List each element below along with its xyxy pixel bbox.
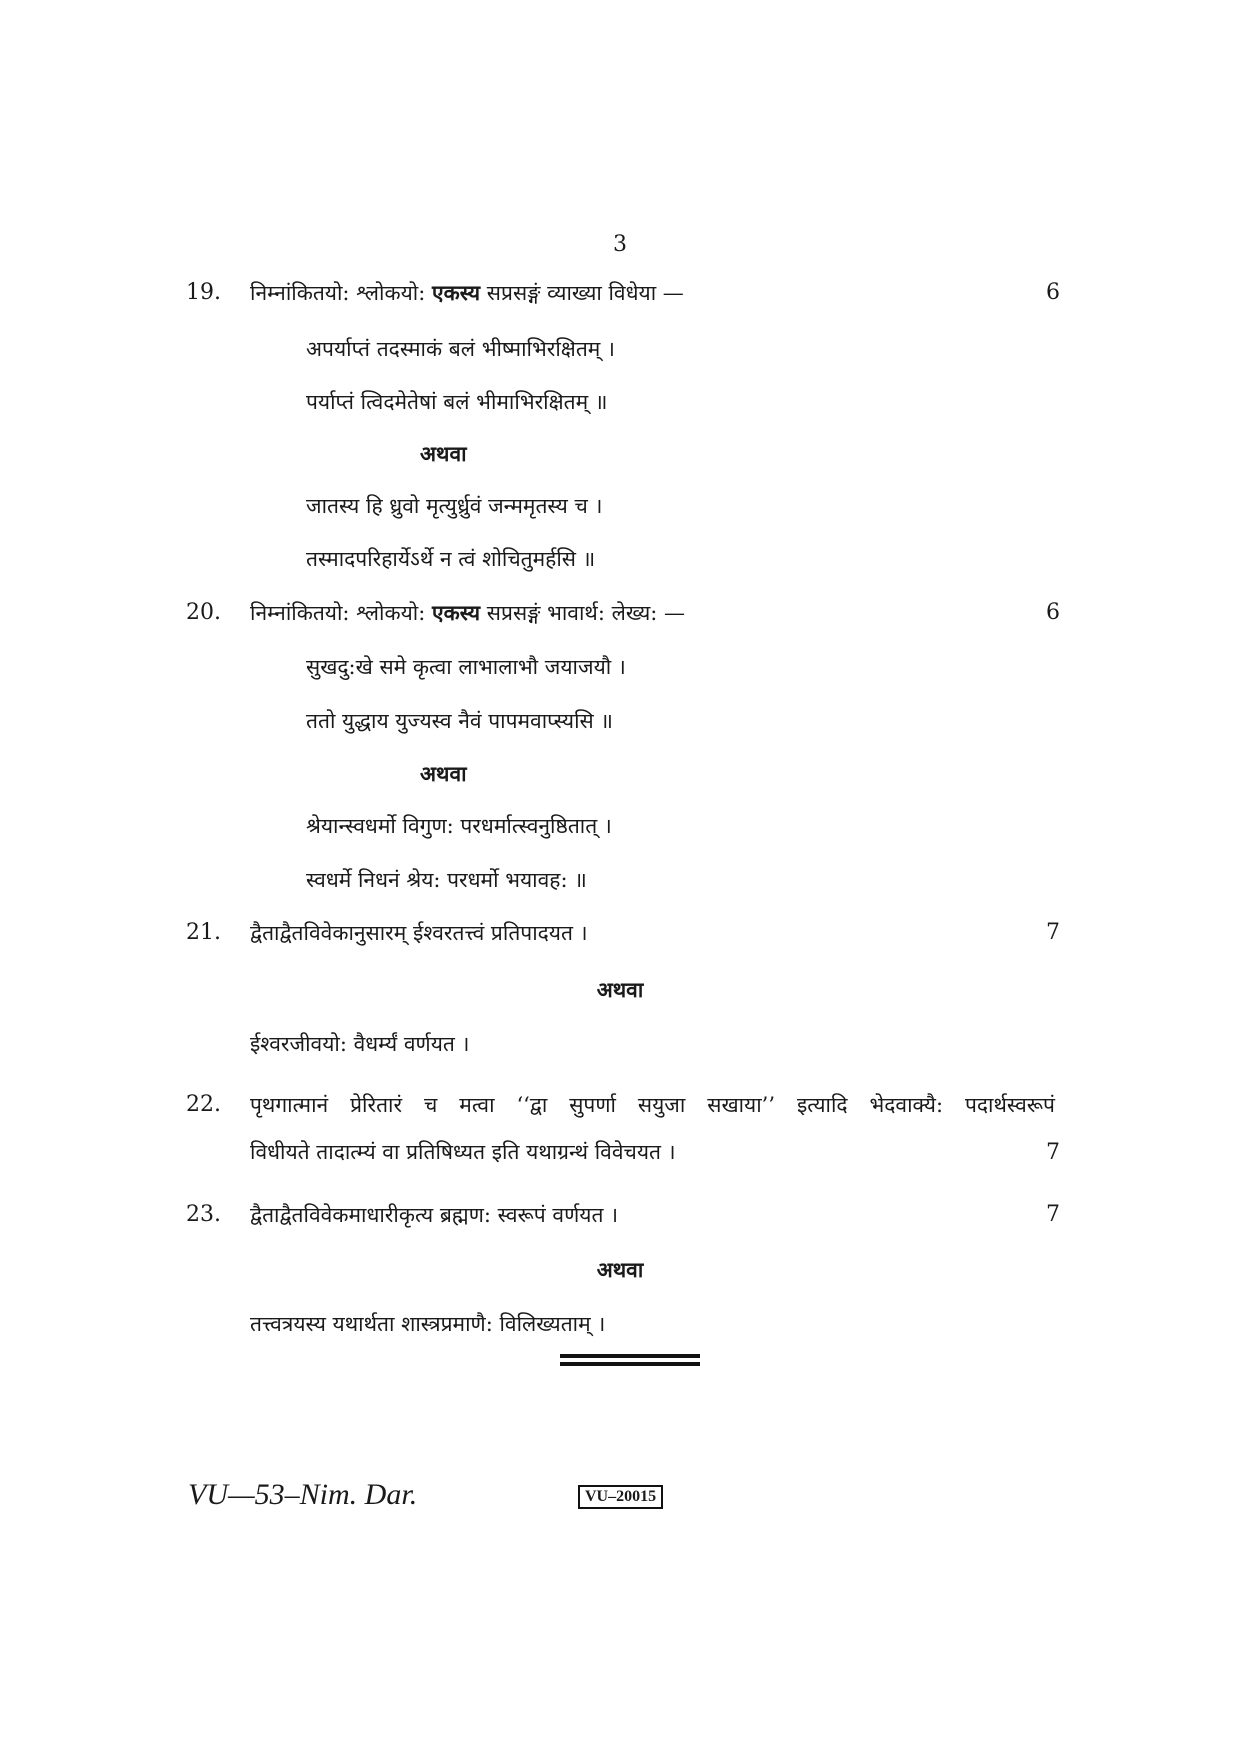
- question-19-athava: अथवा: [420, 441, 467, 466]
- end-of-paper-rule: [560, 1354, 700, 1370]
- question-19-marks: 6: [1046, 280, 1060, 305]
- question-21-stem: द्वैताद्वैतविवेकानुसारम् ईश्वरतत्त्वं प्रतिपादयत ।: [250, 921, 588, 945]
- question-20-verse1-line2: ततो युद्धाय युज्यस्व नैवं पापमवाप्स्यसि ॥: [306, 709, 614, 733]
- question-21-athava: अथवा: [596, 977, 644, 1002]
- question-23-marks: 7: [1046, 1202, 1060, 1227]
- question-20-stem: [250, 599, 685, 627]
- question-23-athava: अथवा: [596, 1257, 644, 1282]
- question-22-marks: 7: [1046, 1140, 1060, 1165]
- question-20-verse2-line2: स्वधर्मे निधनं श्रेय: परधर्मो भयावह: ॥: [306, 868, 587, 892]
- paper-code: VU—53–Nim. Dar.: [188, 1478, 418, 1511]
- question-21-marks: 7: [1046, 920, 1060, 945]
- question-20-verse2-line1: श्रेयान्स्वधर्मो विगुण: परधर्मात्स्वनुष्ठितात् ।: [306, 814, 612, 838]
- question-20-stem-bold: एकस्य: [432, 600, 481, 625]
- question-19-stem-pre: निम्नांकितयो: श्लोकयो:: [250, 281, 426, 305]
- end-rule-bar-bottom: [560, 1362, 700, 1366]
- question-20-stem-pre: निम्नांकितयो: श्लोकयो:: [250, 601, 426, 625]
- question-22-stem-line1: पृथगात्मानं प्रेरितारं च मत्वा ‘‘द्वा सुपर्णा सयुजा सखाया’’ इत्यादि भेदवाक्यै: पदार्थस्वरूपं: [250, 1093, 1055, 1117]
- question-19-verse1-line1: अपर्याप्तं तदस्माकं बलं भीष्माभिरक्षितम् ।: [306, 337, 615, 361]
- question-19-number: 19.: [186, 280, 221, 305]
- question-19-verse2-line2: तस्मादपरिहार्येऽर्थे न त्वं शोचितुमर्हसि ॥: [306, 547, 596, 571]
- question-19-verse2-line1: जातस्य हि ध्रुवो मृत्युर्ध्रुवं जन्ममृतस्य च ।: [306, 494, 603, 518]
- question-19-stem-post: सप्रसङ्गं व्याख्या विधेया —: [486, 281, 684, 305]
- end-rule-bar-top: [560, 1354, 700, 1358]
- question-23-stem: द्वैताद्वैतविवेकमाधारीकृत्य ब्रह्मण: स्वरूपं वर्णयत ।: [250, 1203, 619, 1227]
- question-23-number: 23.: [186, 1202, 221, 1227]
- question-20-verse1-line1: सुखदु:खे समे कृत्वा लाभालाभौ जयाजयौ ।: [306, 655, 626, 679]
- question-20-stem-post: सप्रसङ्गं भावार्थ: लेख्य: —: [486, 601, 686, 625]
- question-22-number: 22.: [186, 1092, 221, 1117]
- question-20-number: 20.: [186, 600, 221, 625]
- question-21-alternative: ईश्वरजीवयो: वैधर्म्यं वर्णयत ।: [250, 1032, 470, 1056]
- question-19-verse1-line2: पर्याप्तं त्विदमेतेषां बलं भीमाभिरक्षितम् ॥: [306, 390, 608, 414]
- question-23-alternative: तत्त्वत्रयस्य यथार्थता शास्त्रप्रमाणै: विलिख्यताम् ।: [250, 1312, 606, 1336]
- page-number: 3: [613, 232, 627, 257]
- question-19-stem-bold: एकस्य: [432, 280, 481, 305]
- booklet-code: VU–20015: [578, 1485, 663, 1509]
- question-22-stem-line2: विधीयते तादात्म्यं वा प्रतिषिध्यत इति यथाग्रन्थं विवेचयत ।: [250, 1140, 676, 1164]
- question-20-athava: अथवा: [420, 761, 467, 786]
- question-19-stem: [250, 279, 684, 307]
- question-20-marks: 6: [1046, 600, 1060, 625]
- question-21-number: 21.: [186, 920, 221, 945]
